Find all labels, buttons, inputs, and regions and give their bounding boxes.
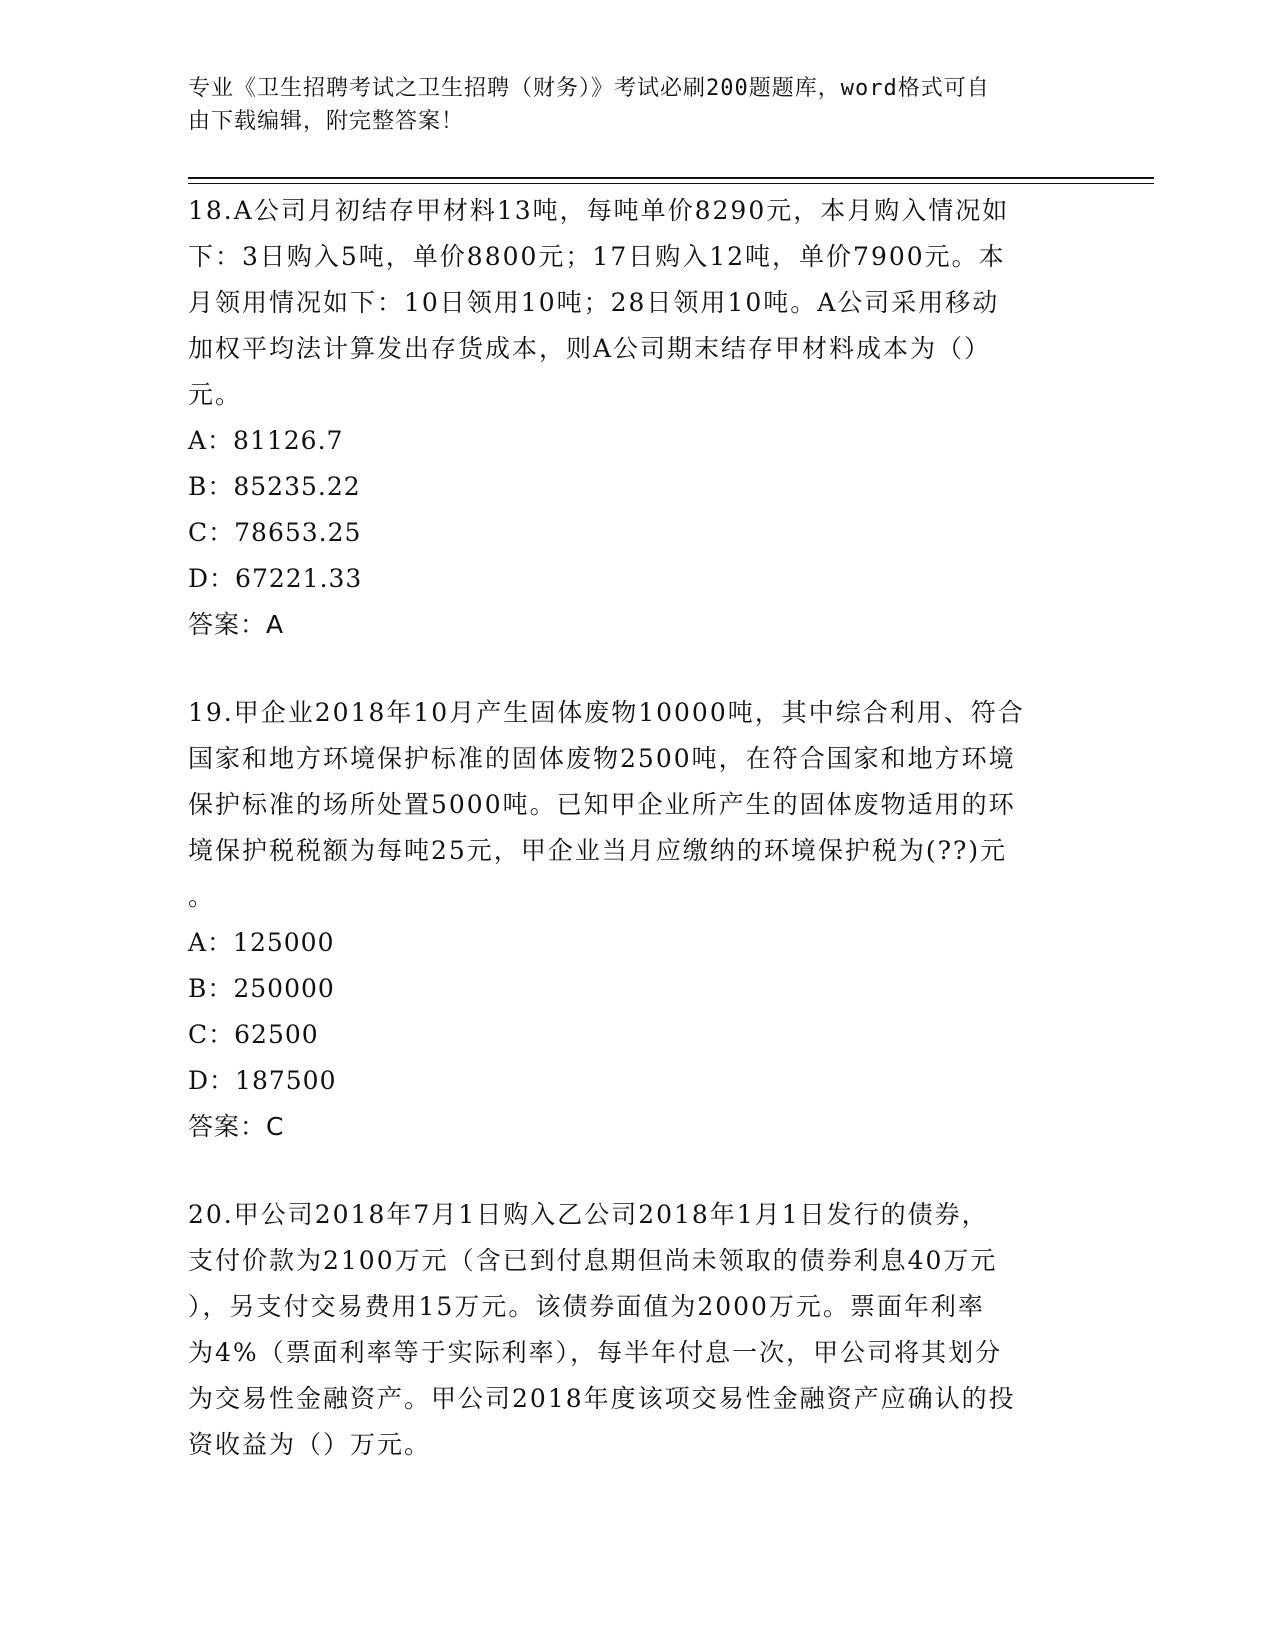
question-stem-line: 为交易性金融资产。甲公司2018年度该项交易性金融资产应确认的投 — [188, 1384, 1016, 1413]
header-line-1: 专业《卫生招聘考试之卫生招聘（财务）》考试必刷200题题库，word格式可自 — [188, 76, 990, 101]
option-b: B：250000 — [188, 974, 335, 1003]
question-18 — [188, 188, 1068, 648]
question-stem-line: 月领用情况如下：10日领用10吨；28日领用10吨。A公司采用移动 — [188, 288, 1000, 317]
option-d: D：187500 — [188, 1066, 337, 1095]
answer-line: 答案：C — [188, 1112, 285, 1141]
question-stem-line: 。 — [188, 882, 216, 911]
option-a: A：125000 — [188, 928, 335, 957]
question-stem-line: 国家和地方环境保护标准的固体废物2500吨，在符合国家和地方环境 — [188, 744, 1016, 773]
header-divider-thin — [188, 183, 1154, 184]
header-line-2: 由下载编辑，附完整答案！ — [188, 109, 465, 134]
question-19 — [188, 690, 1068, 1150]
question-stem-line: 为4%（票面利率等于实际利率），每半年付息一次，甲公司将其划分 — [188, 1338, 1003, 1367]
option-b: B：85235.22 — [188, 472, 361, 501]
question-stem-line: 资收益为（）万元。 — [188, 1430, 432, 1459]
option-a: A：81126.7 — [188, 426, 344, 455]
question-stem-line: 19.甲企业2018年10月产生固体废物10000吨，其中综合利用、符合 — [188, 698, 1025, 727]
question-stem-line: 18.A公司月初结存甲材料13吨，每吨单价8290元，本月购入情况如 — [188, 196, 1010, 225]
question-stem-line: 20.甲公司2018年7月1日购入乙公司2018年1月1日发行的债券， — [188, 1200, 989, 1229]
option-c: C：78653.25 — [188, 518, 362, 547]
question-stem-line: 元。 — [188, 380, 243, 409]
document-header — [188, 72, 1088, 138]
question-stem-line: 支付价款为2100万元（含已到付息期但尚未领取的债券利息40万元 — [188, 1246, 998, 1275]
question-20 — [188, 1192, 1068, 1468]
question-stem-line: ），另支付交易费用15万元。该债券面值为2000万元。票面年利率 — [188, 1292, 985, 1321]
option-c: C：62500 — [188, 1020, 319, 1049]
question-stem-line: 加权平均法计算发出存货成本，则A公司期末结存甲材料成本为（） — [188, 334, 992, 363]
question-stem-line: 下：3日购入5吨，单价8800元；17日购入12吨，单价7900元。本 — [188, 242, 1006, 271]
question-stem-line: 保护标准的场所处置5000吨。已知甲企业所产生的固体废物适用的环 — [188, 790, 1016, 819]
option-d: D：67221.33 — [188, 564, 363, 593]
question-stem-line: 境保护税税额为每吨25元，甲企业当月应缴纳的环境保护税为(??)元 — [188, 836, 1008, 865]
answer-line: 答案：A — [188, 610, 285, 639]
header-divider-thick — [188, 177, 1154, 179]
